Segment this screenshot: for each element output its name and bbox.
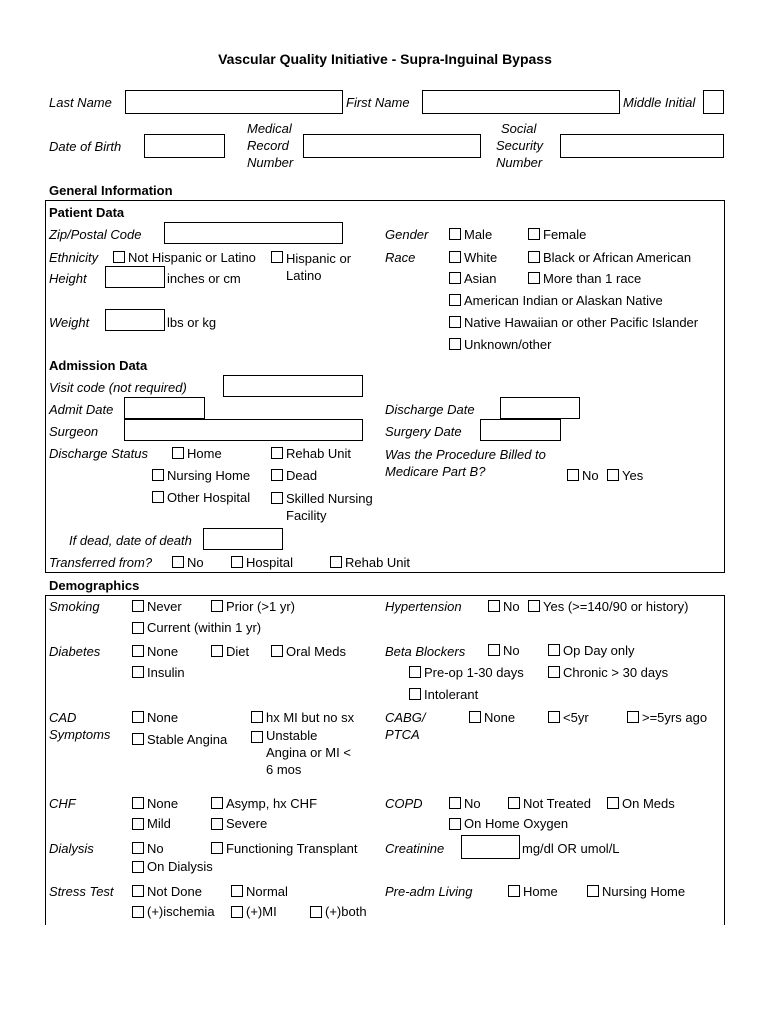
first-name-field[interactable] [422, 90, 620, 114]
copd-not-treated-checkbox[interactable] [508, 797, 520, 809]
dialysis-label: Dialysis [49, 841, 94, 856]
not-hispanic-checkbox[interactable] [113, 251, 125, 263]
creatinine-field[interactable] [461, 835, 520, 859]
cad-label-2: Symptoms [49, 727, 111, 742]
smoking-prior-checkbox[interactable] [211, 600, 223, 612]
last-name-label: Last Name [49, 95, 112, 110]
middle-initial-label: Middle Initial [623, 95, 696, 110]
page-title: Vascular Quality Initiative - Supra-Inguinal Bypass [218, 51, 552, 67]
copd-not-treated-label: Not Treated [523, 796, 591, 811]
discharge-home-label: Home [187, 446, 222, 461]
visit-code-field[interactable] [223, 375, 363, 397]
chf-asymp-label: Asymp, hx CHF [226, 796, 318, 811]
female-label: Female [543, 227, 587, 242]
more-race-label: More than 1 race [543, 271, 642, 286]
first-name-label: First Name [346, 95, 410, 110]
hypertension-yes-label: Yes (>=140/90 or history) [543, 599, 689, 614]
diabetes-diet-label: Diet [226, 644, 250, 659]
discharge-nursing-label: Nursing Home [167, 468, 251, 483]
patient-data-heading: Patient Data [49, 205, 125, 220]
asian-label: Asian [464, 271, 497, 286]
cad-unstable-label-2: Angina or MI < [266, 745, 351, 760]
copd-no-label: No [464, 796, 481, 811]
middle-initial-field[interactable] [703, 90, 724, 114]
hawaiian-label: Native Hawaiian or other Pacific Islander [464, 315, 699, 330]
transferred-no-checkbox[interactable] [172, 556, 184, 568]
stress-both-label: (+)both [325, 904, 367, 919]
medicare-label-2: Medicare Part B? [385, 464, 486, 479]
stress-both-checkbox[interactable] [310, 906, 322, 918]
pre-adm-nursing-checkbox[interactable] [587, 885, 599, 897]
demographics-heading: Demographics [49, 578, 140, 593]
transferred-label: Transferred from? [49, 555, 153, 570]
transferred-rehab-label: Rehab Unit [345, 555, 411, 570]
beta-opday-checkbox[interactable] [548, 644, 560, 656]
discharge-date-field[interactable] [500, 397, 580, 419]
discharge-nursing-checkbox[interactable] [152, 469, 164, 481]
race-label: Race [385, 250, 416, 265]
chf-label: CHF [49, 796, 76, 811]
chf-severe-label: Severe [226, 816, 268, 831]
more-race-checkbox[interactable] [528, 272, 540, 284]
cad-none-label: None [147, 710, 179, 725]
mrn-field[interactable] [303, 134, 481, 158]
discharge-status-label: Discharge Status [49, 446, 148, 461]
visit-code-label: Visit code (not required) [49, 380, 187, 395]
discharge-skilled-label-2: Facility [286, 508, 327, 523]
creatinine-label: Creatinine [385, 841, 445, 856]
gender-label: Gender [385, 227, 429, 242]
medicare-yes-label: Yes [622, 468, 644, 483]
medicare-label-1: Was the Procedure Billed to [385, 447, 546, 462]
copd-label: COPD [385, 796, 423, 811]
stress-normal-checkbox[interactable] [231, 885, 243, 897]
beta-intolerant-checkbox[interactable] [409, 688, 421, 700]
unknown-race-checkbox[interactable] [449, 338, 461, 350]
hypertension-yes-checkbox[interactable] [528, 600, 540, 612]
medicare-yes-checkbox[interactable] [607, 469, 619, 481]
cabg-gte5-label: >=5yrs ago [642, 710, 708, 725]
cabg-lt5-checkbox[interactable] [548, 711, 560, 723]
weight-unit: lbs or kg [167, 315, 217, 330]
cad-none-checkbox[interactable] [132, 711, 144, 723]
dialysis-on-label: On Dialysis [147, 859, 213, 874]
cabg-lt5-label: <5yr [563, 710, 589, 725]
ethnicity-label: Ethnicity [49, 250, 99, 265]
smoking-prior-label: Prior (>1 yr) [226, 599, 295, 614]
dialysis-no-checkbox[interactable] [132, 842, 144, 854]
american-indian-label: American Indian or Alaskan Native [464, 293, 663, 308]
smoking-never-checkbox[interactable] [132, 600, 144, 612]
medicare-no-checkbox[interactable] [567, 469, 579, 481]
black-label: Black or African American [543, 250, 692, 265]
diabetes-oral-checkbox[interactable] [271, 645, 283, 657]
diabetes-diet-checkbox[interactable] [211, 645, 223, 657]
beta-preop-checkbox[interactable] [409, 666, 421, 678]
chf-mild-label: Mild [147, 816, 171, 831]
ssn-label-2: Security [496, 138, 543, 153]
cad-hxmi-label: hx MI but no sx [266, 710, 355, 725]
discharge-home-checkbox[interactable] [172, 447, 184, 459]
cad-unstable-checkbox[interactable] [251, 731, 263, 743]
height-label: Height [49, 271, 87, 286]
dialysis-transplant-checkbox[interactable] [211, 842, 223, 854]
hispanic-label-1: Hispanic or [286, 251, 352, 266]
cabg-none-checkbox[interactable] [469, 711, 481, 723]
discharge-other-hospital-label: Other Hospital [167, 490, 251, 505]
hispanic-label-2: Latino [286, 268, 322, 283]
chf-none-label: None [147, 796, 179, 811]
zip-label: Zip/Postal Code [49, 227, 142, 242]
copd-on-meds-checkbox[interactable] [607, 797, 619, 809]
dialysis-transplant-label: Functioning Transplant [226, 841, 358, 856]
not-hispanic-label: Not Hispanic or Latino [128, 250, 256, 265]
hispanic-checkbox[interactable] [271, 251, 283, 263]
beta-no-label: No [503, 643, 520, 658]
chf-none-checkbox[interactable] [132, 797, 144, 809]
surgery-date-label: Surgery Date [385, 424, 462, 439]
cad-stable-label: Stable Angina [147, 732, 228, 747]
admission-data-heading: Admission Data [49, 358, 148, 373]
transferred-no-label: No [187, 555, 204, 570]
stress-mi-label: (+)MI [246, 904, 277, 919]
weight-field[interactable] [105, 309, 165, 331]
beta-chronic-checkbox[interactable] [548, 666, 560, 678]
cabg-none-label: None [484, 710, 516, 725]
beta-no-checkbox[interactable] [488, 644, 500, 656]
chf-severe-checkbox[interactable] [211, 818, 223, 830]
general-info-heading: General Information [49, 183, 173, 198]
diabetes-none-checkbox[interactable] [132, 645, 144, 657]
cabg-gte5-checkbox[interactable] [627, 711, 639, 723]
pre-adm-home-checkbox[interactable] [508, 885, 520, 897]
stress-not-done-label: Not Done [147, 884, 202, 899]
creatinine-unit: mg/dl OR umol/L [522, 841, 620, 856]
copd-oxygen-label: On Home Oxygen [464, 816, 569, 831]
discharge-rehab-checkbox[interactable] [271, 447, 283, 459]
discharge-skilled-label-1: Skilled Nursing [286, 491, 373, 506]
unknown-race-label: Unknown/other [464, 337, 552, 352]
hypertension-no-checkbox[interactable] [488, 600, 500, 612]
hawaiian-checkbox[interactable] [449, 316, 461, 328]
last-name-field[interactable] [125, 90, 343, 114]
ssn-label-3: Number [496, 155, 543, 170]
diabetes-none-label: None [147, 644, 179, 659]
admit-date-field[interactable] [124, 397, 205, 419]
if-dead-label: If dead, date of death [69, 533, 192, 548]
surgeon-label: Surgeon [49, 424, 99, 439]
hypertension-label: Hypertension [385, 599, 462, 614]
copd-oxygen-checkbox[interactable] [449, 818, 461, 830]
female-checkbox[interactable] [528, 228, 540, 240]
discharge-dead-label: Dead [286, 468, 318, 483]
cad-label-1: CAD [49, 710, 77, 725]
pre-adm-nursing-label: Nursing Home [602, 884, 686, 899]
cad-stable-checkbox[interactable] [132, 733, 144, 745]
hypertension-no-label: No [503, 599, 520, 614]
mrn-label-1: Medical [247, 121, 292, 136]
american-indian-checkbox[interactable] [449, 294, 461, 306]
diabetes-oral-label: Oral Meds [286, 644, 346, 659]
mrn-label-2: Record [247, 138, 289, 153]
discharge-other-hospital-checkbox[interactable] [152, 491, 164, 503]
dialysis-on-checkbox[interactable] [132, 861, 144, 873]
beta-blockers-label: Beta Blockers [385, 644, 466, 659]
black-checkbox[interactable] [528, 251, 540, 263]
male-label: Male [464, 227, 493, 242]
copd-no-checkbox[interactable] [449, 797, 461, 809]
asian-checkbox[interactable] [449, 272, 461, 284]
ssn-field[interactable] [560, 134, 724, 158]
beta-chronic-label: Chronic > 30 days [563, 665, 669, 680]
discharge-dead-checkbox[interactable] [271, 469, 283, 481]
zip-field[interactable] [164, 222, 343, 244]
stress-mi-checkbox[interactable] [231, 906, 243, 918]
cad-unstable-label-3: 6 mos [266, 762, 302, 777]
diabetes-label: Diabetes [49, 644, 101, 659]
cad-hxmi-checkbox[interactable] [251, 711, 263, 723]
smoking-label: Smoking [49, 599, 100, 614]
height-field[interactable] [105, 266, 165, 288]
white-label: White [464, 250, 498, 265]
ssn-label-1: Social [501, 121, 537, 136]
discharge-skilled-checkbox[interactable] [271, 492, 283, 504]
smoking-current-label: Current (within 1 yr) [147, 620, 262, 635]
dialysis-no-label: No [147, 841, 164, 856]
pre-adm-living-label: Pre-adm Living [385, 884, 473, 899]
admit-date-label: Admit Date [49, 402, 114, 417]
surgeon-field[interactable] [124, 419, 363, 441]
smoking-never-label: Never [147, 599, 182, 614]
stress-test-label: Stress Test [49, 884, 114, 899]
diabetes-insulin-label: Insulin [147, 665, 185, 680]
dob-label: Date of Birth [49, 139, 122, 154]
transferred-hospital-label: Hospital [246, 555, 293, 570]
dob-field[interactable] [144, 134, 225, 158]
height-unit: inches or cm [167, 271, 241, 286]
mrn-label-3: Number [247, 155, 294, 170]
male-checkbox[interactable] [449, 228, 461, 240]
chf-asymp-checkbox[interactable] [211, 797, 223, 809]
pre-adm-home-label: Home [523, 884, 558, 899]
stress-ischemia-label: (+)ischemia [147, 904, 215, 919]
transferred-hospital-checkbox[interactable] [231, 556, 243, 568]
white-checkbox[interactable] [449, 251, 461, 263]
beta-intolerant-label: Intolerant [424, 687, 479, 702]
smoking-current-checkbox[interactable] [132, 622, 144, 634]
medicare-no-label: No [582, 468, 599, 483]
discharge-date-label: Discharge Date [385, 402, 475, 417]
stress-normal-label: Normal [246, 884, 288, 899]
diabetes-insulin-checkbox[interactable] [132, 666, 144, 678]
chf-mild-checkbox[interactable] [132, 818, 144, 830]
beta-opday-label: Op Day only [563, 643, 635, 658]
beta-preop-label: Pre-op 1-30 days [424, 665, 524, 680]
transferred-rehab-checkbox[interactable] [330, 556, 342, 568]
date-of-death-field[interactable] [203, 528, 283, 550]
cabg-label-1: CABG/ [385, 710, 426, 725]
discharge-rehab-label: Rehab Unit [286, 446, 352, 461]
weight-label: Weight [49, 315, 90, 330]
cad-unstable-label-1: Unstable [266, 728, 318, 743]
stress-not-done-checkbox[interactable] [132, 885, 144, 897]
surgery-date-field[interactable] [480, 419, 561, 441]
cabg-label-2: PTCA [385, 727, 420, 742]
copd-on-meds-label: On Meds [622, 796, 675, 811]
stress-ischemia-checkbox[interactable] [132, 906, 144, 918]
